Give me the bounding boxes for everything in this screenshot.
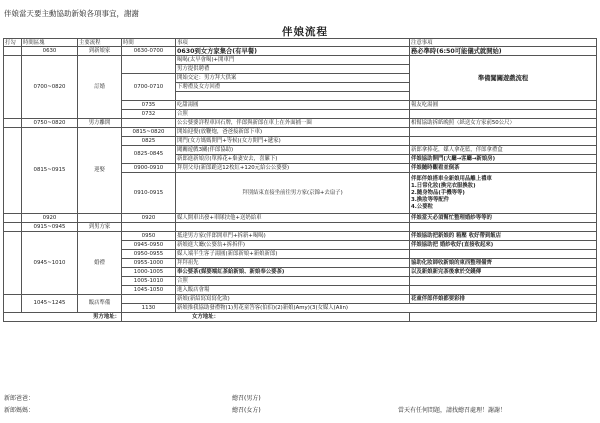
table-row: 下聘禮及女方回禮 [4,83,597,92]
bride-coordinator: 總召(女方) [232,407,261,414]
table-row: 0630 到新娘家 0630-0700 0630到女方家集合(有早餐) 務必準時(6:50可能儀式就開始) [4,47,597,56]
table-header [4,39,597,47]
check-cell[interactable] [4,295,22,313]
groom-address-label: 男方地址： [4,313,122,322]
table-row: 男方提供聘禮 [4,65,597,74]
col-time: 時間 [122,39,176,47]
table-row: 0750~0820 男方離開 公公婆婆詳程車回石牌，伴郎與新郎在車上在外面捕一圈 相幫協助拆紙晚照（紙送女方家前50公尺） [4,119,597,128]
bride-address-label: 女方地址： [122,313,410,322]
col-flow: 主要流程 [78,39,122,47]
header-note: 伴娘當天要主動協助新娘各項事宜，謝謝 [4,9,139,18]
groom-mother-label: 新郎媽媽： [4,407,35,414]
check-cell[interactable] [4,56,22,119]
table-row: 1045-1050 進入飯店會場 [4,286,597,295]
table-row: 1000-1005 奉公婆茶(媒婆端紅茶給新娘、新娘奉公婆茶) 以及新娘新完茶後拿於交錢傳 [4,268,597,277]
check-cell[interactable] [4,232,22,295]
table-row: 1005-1010 合照 [4,277,597,286]
groom-coordinator: 總召(男方) [232,395,261,402]
address-row [4,313,597,322]
table-row: 0815~0915 迎娶 0815~0820 開始迎娶(放鞭炮，爸爸接新郎下車) [4,128,597,137]
check-cell[interactable] [4,128,22,214]
table-row: 0950-0955 媒人端半生客子湯圓(新郎新娘+新娘新郎) [4,250,597,259]
col-note: 注意事項 [410,39,597,47]
closing-note: 當天有任何問題，請找總召處理！謝謝！ [398,407,507,414]
table-row: 0825 開門(女方媽媽開門+等候)(女方開門+遞家) [4,137,597,146]
schedule-table [3,38,597,322]
col-check: 打勾 [4,39,22,47]
table-row: 1045~1245 飯店準備 新娘(新紹寫寫寫化妝) 花童伴郎伴娘都要彩排 [4,295,597,304]
groom-father-label: 新郎爸爸： [4,395,35,402]
col-item: 事項 [176,39,410,47]
table-row: 0900-0910 拜別父母(新郎跪送12枚紅+120元給公公婆婆) 伴娘隨時觀看並倒茶 [4,164,597,173]
table-row: 0945~1010 婚禮 0950 抵達男方家(伴郎開車門+拆新+喝喝) 伴娘協助把新娘的 箱壓 收好帶到飯店 [4,232,597,241]
table-row: 新郎進新娘房(單捧花+棄妻安去，喜簾下) 伴娘協助開門(大廳→客廳→新娘房) [4,155,597,164]
table-row: 0735 吃甜湯圓 報友吃湯圓 [4,101,597,110]
table-row: 0732 合照 [4,110,597,119]
table-row: 0945-0950 新娘進大廳(公婆翁+拆拆伴) 伴娘協助把 婚紗收好(直接收起來) [4,241,597,250]
table-row: 0700~0820 訂婚 喝喝(太早會喝)+開車門 準備闖關遊戲流程 [4,56,597,65]
table-row: 0700-0710 開始交定：男方拜大供案 [4,74,597,83]
table-row: 0825-0845 闖關遊戲3關(伴郎協助) 新郎拿捧花，媒人拿花籃，伴郎拿禮盒 [4,146,597,155]
check-cell[interactable] [4,119,22,128]
page-title: 伴娘流程 [282,26,328,38]
check-cell[interactable] [4,214,22,223]
check-cell[interactable] [4,223,22,232]
col-block: 時間區塊 [22,39,78,47]
table-row: 0920 0920 媒人開車出發+車隊扶他+送奶給車 伴娘當天必須幫忙整理婚紗等等的 [4,214,597,223]
check-cell[interactable] [4,47,22,56]
table-row: 0910-0915 拜別結束直接坐前往男方家(京錦+去扇子) 伴郎伴娘搭車全新娘用品離上禮車 1.日常化妝(換完衣服換妝) 2.隨身物品(手機等等) 3.換妝等等配件 4.公婆粒 [4,173,597,214]
table-row: 0915~0945 到男方家 [4,223,597,232]
table-row: 1130 新娘推我協助發禮物(1)男花童答客(伯伯)(2)新娘(Amy)(3)女媒人(Alin) [4,304,597,313]
table-row: 0955-1000 拜拜祖先 協助化妝師收新娘的東西整理備齊 [4,259,597,268]
